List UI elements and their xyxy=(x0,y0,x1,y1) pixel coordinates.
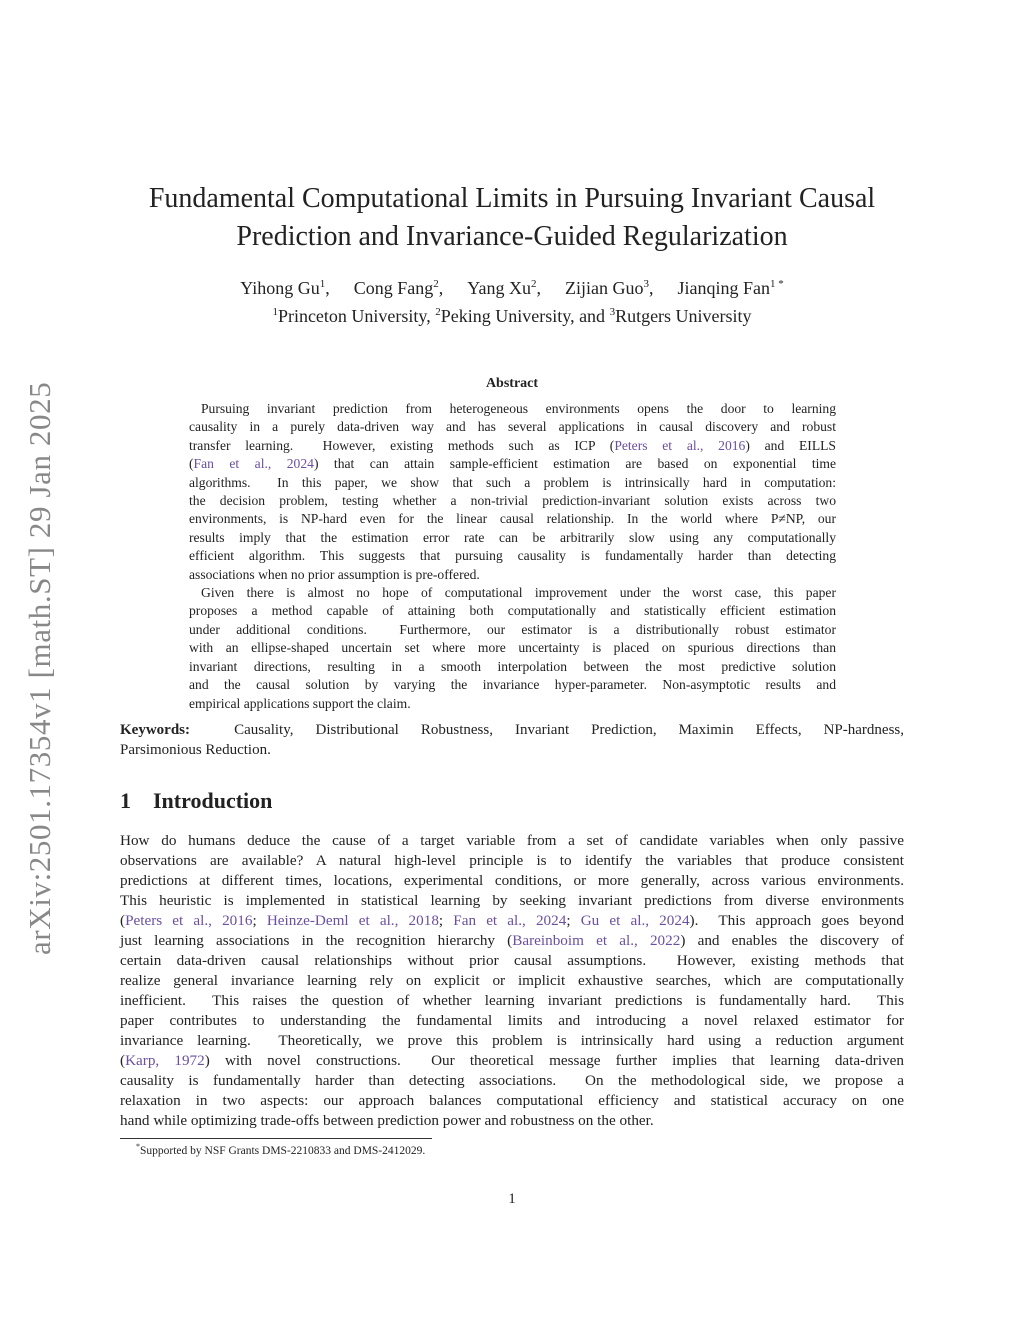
text-segment: observations are available? A natural high-level principle is to identify the variables that produce consistent xyxy=(120,852,904,869)
text-line xyxy=(120,851,904,871)
citation-link[interactable]: Fan et al., 2024 xyxy=(453,912,567,929)
text-segment: ) and enables the discovery of xyxy=(680,932,904,949)
text-segment: ). This approach goes beyond xyxy=(689,912,904,929)
text-line xyxy=(189,474,836,492)
text-segment: inefficient. This raises the question of whether learning invariant predictions is fundamentally hard. This xyxy=(120,992,904,1009)
text-segment: results imply that the estimation error rate can be arbitrarily slow using any computationally xyxy=(189,529,836,545)
footnote-mark: * xyxy=(136,1142,140,1151)
author-affiliation-mark: 1 * xyxy=(769,278,784,290)
text-line xyxy=(120,971,904,991)
text-line xyxy=(120,871,904,891)
author xyxy=(677,278,783,298)
citation-link[interactable]: Peters et al., 2016 xyxy=(125,912,253,929)
affiliation-mark: 1 xyxy=(272,306,278,318)
citation-link[interactable]: Fan et al., 2024 xyxy=(193,456,314,472)
text-segment: invariance learning. Theoretically, we prove this problem is intrinsically hard using a reduction argument xyxy=(120,1032,904,1049)
text-line xyxy=(189,455,836,473)
text-line xyxy=(120,1071,904,1091)
text-line xyxy=(189,437,836,455)
text-line xyxy=(120,931,904,951)
text-segment: Pursuing invariant prediction from heterogeneous environments opens the door to learning xyxy=(201,401,836,416)
text-line xyxy=(120,991,904,1011)
text-segment: environments, is NP-hard even for the linear causal relationship. In the world where P≠NP, our xyxy=(189,511,836,527)
text-line xyxy=(189,584,836,602)
text-segment: ; xyxy=(252,912,267,929)
title-line: Prediction and Invariance-Guided Regularization xyxy=(236,221,788,252)
keywords-label: Keywords: xyxy=(120,722,190,738)
citation-link[interactable]: Peters et al., 2016 xyxy=(614,437,746,453)
affiliation-mark: 2 xyxy=(435,306,441,318)
text-segment: the decision problem, testing whether a non-trivial prediction-invariant solution exists across two xyxy=(189,493,836,509)
text-segment: This heuristic is implemented in statistical learning by seeking invariant predictions from diverse environments xyxy=(120,892,904,909)
paper-title xyxy=(0,180,1024,256)
text-line xyxy=(189,566,836,584)
text-segment: and the causal solution by varying the invariance hyper-parameter. Non-asymptotic results and xyxy=(189,677,836,693)
text-segment: ) with novel constructions. Our theoretical message further implies that learning data-driven xyxy=(204,1052,904,1069)
author xyxy=(240,278,330,298)
text-segment: proposes a method capable of attaining both computationally and statistically efficient estimation xyxy=(189,603,836,619)
author-name: Yang Xu xyxy=(467,278,531,298)
affiliation-mark: 3 xyxy=(609,306,616,318)
text-line xyxy=(189,639,836,657)
abstract-body xyxy=(189,400,836,713)
text-segment: ) and EILLS xyxy=(745,437,836,453)
author xyxy=(565,278,654,298)
text-segment: empirical applications support the claim. xyxy=(189,695,411,711)
footnote-text: Supported by NSF Grants DMS-2210833 and DMS-2412029. xyxy=(140,1144,426,1157)
page-number: 1 xyxy=(508,1191,516,1207)
footnote xyxy=(136,1142,425,1157)
text-segment: realize general invariance learning rely on explicit or implicit exhaustive searches, which are computationally xyxy=(120,972,904,989)
section-number: 1 xyxy=(120,788,131,813)
text-segment: causality in a purely data-driven way and has several applications in causal discovery and robust xyxy=(189,419,836,435)
text-line xyxy=(120,951,904,971)
author-affiliation-mark: 2 xyxy=(433,278,439,290)
citation-link[interactable]: Bareinboim et al., 2022 xyxy=(512,932,681,949)
text-segment: under additional conditions. Furthermore, our estimator is a distributionally robust estimator xyxy=(189,621,836,637)
text-line xyxy=(120,1031,904,1051)
text-line xyxy=(120,831,904,851)
text-segment: ; xyxy=(438,912,454,929)
author-separator: , xyxy=(325,278,330,298)
text-line xyxy=(120,1091,904,1111)
text-segment: ( xyxy=(120,912,126,929)
text-line xyxy=(120,1011,904,1031)
abstract-heading: Abstract xyxy=(485,376,539,391)
text-line xyxy=(120,1051,904,1071)
text-line xyxy=(189,547,836,565)
author-name: Yihong Gu xyxy=(240,278,320,298)
text-segment: predictions at different times, locations, experimental conditions, or more generally, across various environments. xyxy=(120,872,904,889)
text-segment: ( xyxy=(120,1052,126,1069)
author-name: Cong Fang xyxy=(353,278,434,298)
text-line xyxy=(189,602,836,620)
text-segment: ; xyxy=(566,912,581,929)
author xyxy=(354,278,444,298)
author-affiliation-mark: 3 xyxy=(643,278,649,290)
text-line xyxy=(189,400,836,418)
author-list xyxy=(0,272,1024,300)
author-affiliation-mark: 2 xyxy=(530,278,537,290)
text-line xyxy=(189,621,836,639)
text-line xyxy=(189,510,836,528)
arxiv-identifier-stamp: arXiv:2501.17354v1 [math.ST] 29 Jan 2025 xyxy=(22,381,57,955)
author-name: Zijian Guo xyxy=(564,278,644,298)
keywords-list-cont: Parsimonious Reduction. xyxy=(120,742,271,758)
affiliation: Rutgers University xyxy=(615,306,752,326)
footnote-rule xyxy=(120,1138,432,1139)
text-line xyxy=(189,529,836,547)
text-segment: just learning associations in the recognition hierarchy ( xyxy=(120,932,513,949)
author-name: Jianqing Fan xyxy=(677,278,770,298)
text-line xyxy=(189,695,836,713)
author-affiliation-mark: 1 xyxy=(319,278,326,290)
keywords xyxy=(120,720,904,760)
citation-link[interactable]: Gu et al., 2024 xyxy=(580,912,690,929)
text-segment: causality is fundamentally harder than detecting associations. On the methodological side, we propose a xyxy=(120,1072,904,1089)
author xyxy=(467,278,541,298)
text-line xyxy=(189,418,836,436)
text-line xyxy=(189,676,836,694)
text-segment: How do humans deduce the cause of a target variable from a set of candidate variables when only passive xyxy=(120,832,904,849)
text-line xyxy=(189,492,836,510)
text-segment: ) that can attain sample-efficient estimation are based on exponential time xyxy=(313,456,836,472)
text-segment: invariant directions, resulting in a smooth interpolation between the most predictive solution xyxy=(189,658,836,674)
section-heading xyxy=(120,788,272,814)
text-segment: ( xyxy=(189,456,194,472)
text-line xyxy=(189,658,836,676)
keywords-list: Causality, Distributional Robustness, Invariant Prediction, Maximin Effects, NP-hardness, xyxy=(234,722,904,738)
text-segment: hand while optimizing trade-offs between prediction power and robustness on the other. xyxy=(120,1112,654,1129)
title-line: Fundamental Computational Limits in Pursuing Invariant Causal xyxy=(148,183,876,214)
author-separator: , xyxy=(438,278,444,298)
text-segment: relaxation in two aspects: our approach balances computational efficiency and statistical accuracy on one xyxy=(120,1092,904,1109)
text-segment: associations when no prior assumption is pre-offered. xyxy=(189,566,480,582)
text-segment: Given there is almost no hope of computational improvement under the worst case, this paper xyxy=(201,585,836,601)
text-segment: algorithms. In this paper, we show that such a problem is intrinsically hard in computation: xyxy=(189,474,836,490)
text-segment: with an ellipse-shaped uncertain set where more uncertainty is placed on spurious directions than xyxy=(189,640,836,656)
text-segment: transfer learning. However, existing methods such as ICP ( xyxy=(189,437,615,453)
author-separator: , xyxy=(648,278,654,298)
affiliation: Princeton University, xyxy=(277,306,436,326)
author-separator: , xyxy=(536,278,541,298)
text-segment: certain data-driven causal relationships without prior causal assumptions. However, existing methods that xyxy=(120,952,904,969)
introduction-body xyxy=(120,831,904,1131)
citation-link[interactable]: Heinze-Deml et al., 2018 xyxy=(266,912,439,929)
affiliation: Peking University, and xyxy=(440,306,610,326)
text-line xyxy=(120,911,904,931)
text-line xyxy=(120,891,904,911)
author-block xyxy=(0,272,1024,328)
text-line xyxy=(120,1111,904,1131)
section-title: Introduction xyxy=(153,788,273,813)
text-segment: paper contributes to understanding the fundamental limits and introducing a novel relaxed estimator for xyxy=(120,1012,904,1029)
affiliations xyxy=(0,300,1024,328)
text-segment: efficient algorithm. This suggests that pursuing causality is fundamentally harder than detecting xyxy=(189,548,836,564)
citation-link[interactable]: Karp, 1972 xyxy=(125,1052,205,1069)
